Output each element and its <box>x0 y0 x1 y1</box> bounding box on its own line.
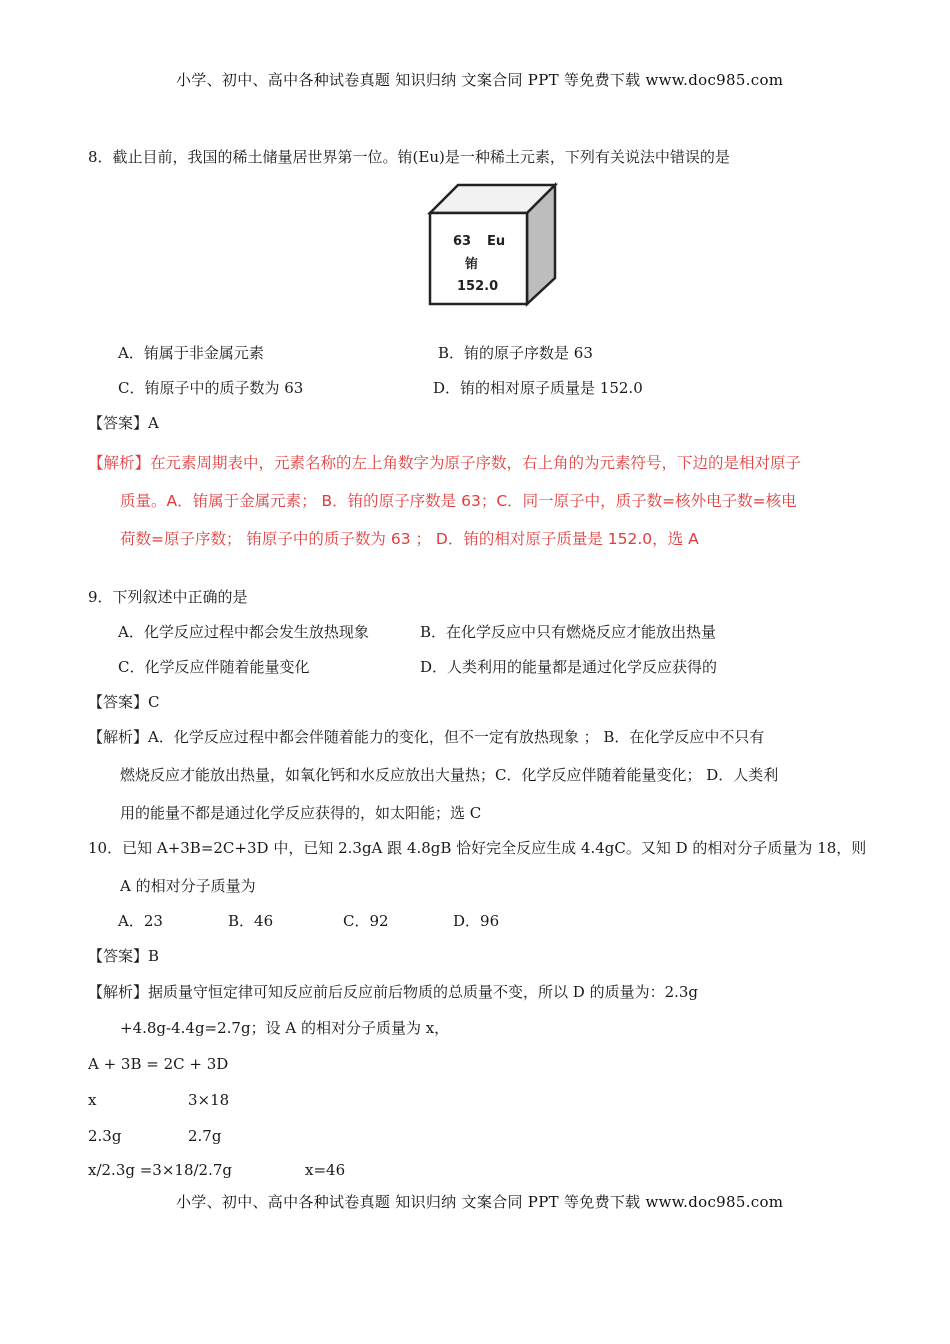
q10-analysis-line-1: 【解析】据质量守恒定律可知反应前后反应前后物质的总质量不变，所以 D 的质量为：2.3g <box>88 983 699 1001</box>
q10-equation: A + 3B = 2C + 3D <box>88 1055 229 1073</box>
q8-option-b: B．铕的原子序数是 63 <box>438 344 593 362</box>
q10-option-c: C．92 <box>343 912 389 930</box>
q9-option-c: C．化学反应伴随着能量变化 <box>118 658 310 676</box>
q8-answer: 【答案】A <box>88 414 159 432</box>
q10-option-a: A．23 <box>118 912 163 930</box>
element-name: 铕 <box>465 257 479 272</box>
q10-row2-right: 2.7g <box>188 1127 222 1145</box>
q10-row1-left: x <box>88 1091 97 1109</box>
q8-analysis-line-1: 【解析】在元素周期表中，元素名称的左上角数字为原子序数，右上角的为元素符号，下边的是相对原子 <box>88 454 802 472</box>
page-footer: 小学、初中、高中各种试卷真题 知识归纳 文案合同 PPT 等免费下载 www.doc985.com <box>176 1193 784 1211</box>
q9-analysis-line-2: 燃烧反应才能放出热量，如氧化钙和水反应放出大量热；C．化学反应伴随着能量变化； D．人类利 <box>120 766 779 784</box>
q8-option-d: D．铕的相对原子质量是 152.0 <box>433 379 643 397</box>
q9-analysis-line-1: 【解析】A．化学反应过程中都会伴随着能力的变化，但不一定有放热现象 ； B．在化学反应中不只有 <box>88 728 765 746</box>
q9-answer: 【答案】C <box>88 693 160 711</box>
q9-option-d: D．人类利用的能量都是通过化学反应获得的 <box>420 658 718 676</box>
q10-row1-right: 3×18 <box>188 1091 230 1109</box>
q10-answer: 【答案】B <box>88 947 160 965</box>
element-mass: 152.0 <box>457 279 499 294</box>
q9-option-b: B．在化学反应中只有燃烧反应才能放出热量 <box>420 623 717 641</box>
element-cube-figure <box>425 180 560 310</box>
q10-row3-right: x=46 <box>305 1161 346 1179</box>
q10-analysis-line-2: +4.8g-4.4g=2.7g；设 A 的相对分子质量为 x， <box>120 1019 450 1037</box>
page-header: 小学、初中、高中各种试卷真题 知识归纳 文案合同 PPT 等免费下载 www.doc985.com <box>176 71 784 89</box>
q10-stem-line-1: 10．已知 A+3B=2C+3D 中，已知 2.3gA 跟 4.8gB 恰好完全反应生成 4.4gC。又知 D 的相对分子质量为 18，则 <box>88 839 867 857</box>
q10-row3-left: x/2.3g =3×18/2.7g <box>88 1161 233 1179</box>
q8-stem: 8．截止目前，我国的稀土储量居世界第一位。铕(Eu)是一种稀土元素，下列有关说法中错误的是 <box>88 148 730 166</box>
q8-option-a: A．铕属于非金属元素 <box>118 344 264 362</box>
q9-analysis-line-3: 用的能量不都是通过化学反应获得的，如太阳能；选 C <box>120 804 482 822</box>
q10-option-b: B．46 <box>228 912 274 930</box>
q9-stem: 9．下列叙述中正确的是 <box>88 588 248 606</box>
q8-option-c: C．铕原子中的质子数为 63 <box>118 379 304 397</box>
q8-analysis-line-2: 质量。A．铕属于金属元素； B．铕的原子序数是 63；C．同一原子中，质子数=核外电子数=核电 <box>120 492 797 510</box>
q9-option-a: A．化学反应过程中都会发生放热现象 <box>118 623 369 641</box>
element-number: 63 <box>453 234 472 249</box>
element-symbol: Eu <box>487 234 506 249</box>
q10-stem-line-2: A 的相对分子质量为 <box>120 877 256 895</box>
q8-analysis-line-3: 荷数=原子序数； 铕原子中的质子数为 63 ； D．铕的相对原子质量是 152.0，选 A <box>120 530 699 548</box>
q10-option-d: D．96 <box>453 912 500 930</box>
q10-row2-left: 2.3g <box>88 1127 122 1145</box>
